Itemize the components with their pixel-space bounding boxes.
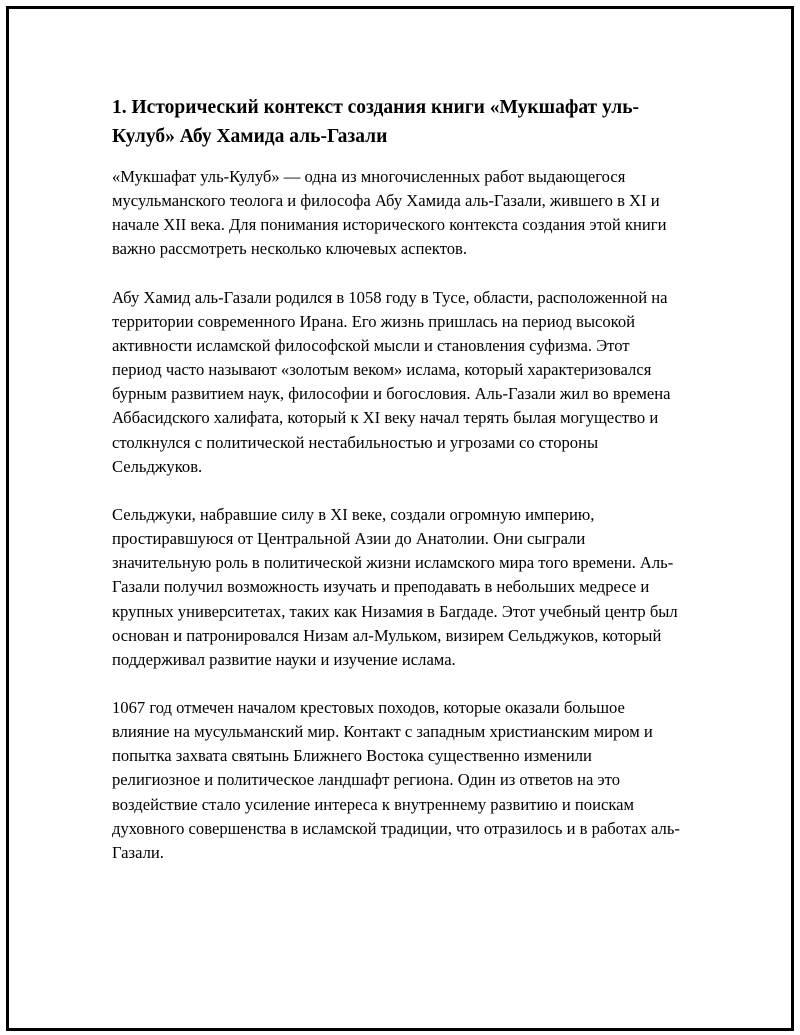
paragraph-biography: Абу Хамид аль-Газали родился в 1058 году в Тусе, области, расположенной на территории современного Ирана. Его жизнь пришлась на период высокой активности исламской философской мысли и становления суфизма. Этот период часто называют «золотым веком» ислама, который характеризовался бурным развитием наук, философии и богословия. Аль-Газали жил во времена Аббасидского халифата, который к XI веку начал терять былая могущество и столкнулся с политической нестабильностью и угрозами со стороны Сельджуков. — [112, 287, 671, 476]
paragraph-intro: «Мукшафат уль-Кулуб» — одна из многочисленных работ выдающегося мусульманского теолога и философа Абу Хамида аль-Газали, жившего в XI и начале XII века. Для понимания исторического контекста создания этой книги важно рассмотреть несколько ключевых аспектов. — [112, 167, 667, 259]
document-body — [112, 94, 682, 889]
paragraph-crusades: 1067 год отмечен началом крестовых походов, которые оказали большое влияние на мусульманский мир. Контакт с западным христианским миром и попытка захвата святынь Ближнего Востока существенно изменили религиозное и политическое ландшафт региона. Один из ответов на это воздействие стало усиление интереса к внутреннему развитию и поискам духовного совершенства в исламской традиции, что отразилось и в работах аль-Газали. — [112, 697, 680, 862]
section-heading: 1. Исторический контекст создания книги «Мукшафат уль-Кулуб» Абу Хамида аль-Газали — [112, 97, 640, 147]
paragraph-seljuks: Сельджуки, набравшие силу в XI веке, создали огромную империю, простиравшуюся от Центральной Азии до Анатолии. Они сыграли значительную роль в политической жизни исламского мира того времени. Аль-Газали получил возможность изучать и преподавать в небольших медресе и крупных университетах, таких как Низамия в Багдаде. Этот учебный центр был основан и патронировался Низам ал-Мульком, визирем Сельджуков, который поддерживал развитие науки и изучение ислама. — [112, 504, 678, 669]
